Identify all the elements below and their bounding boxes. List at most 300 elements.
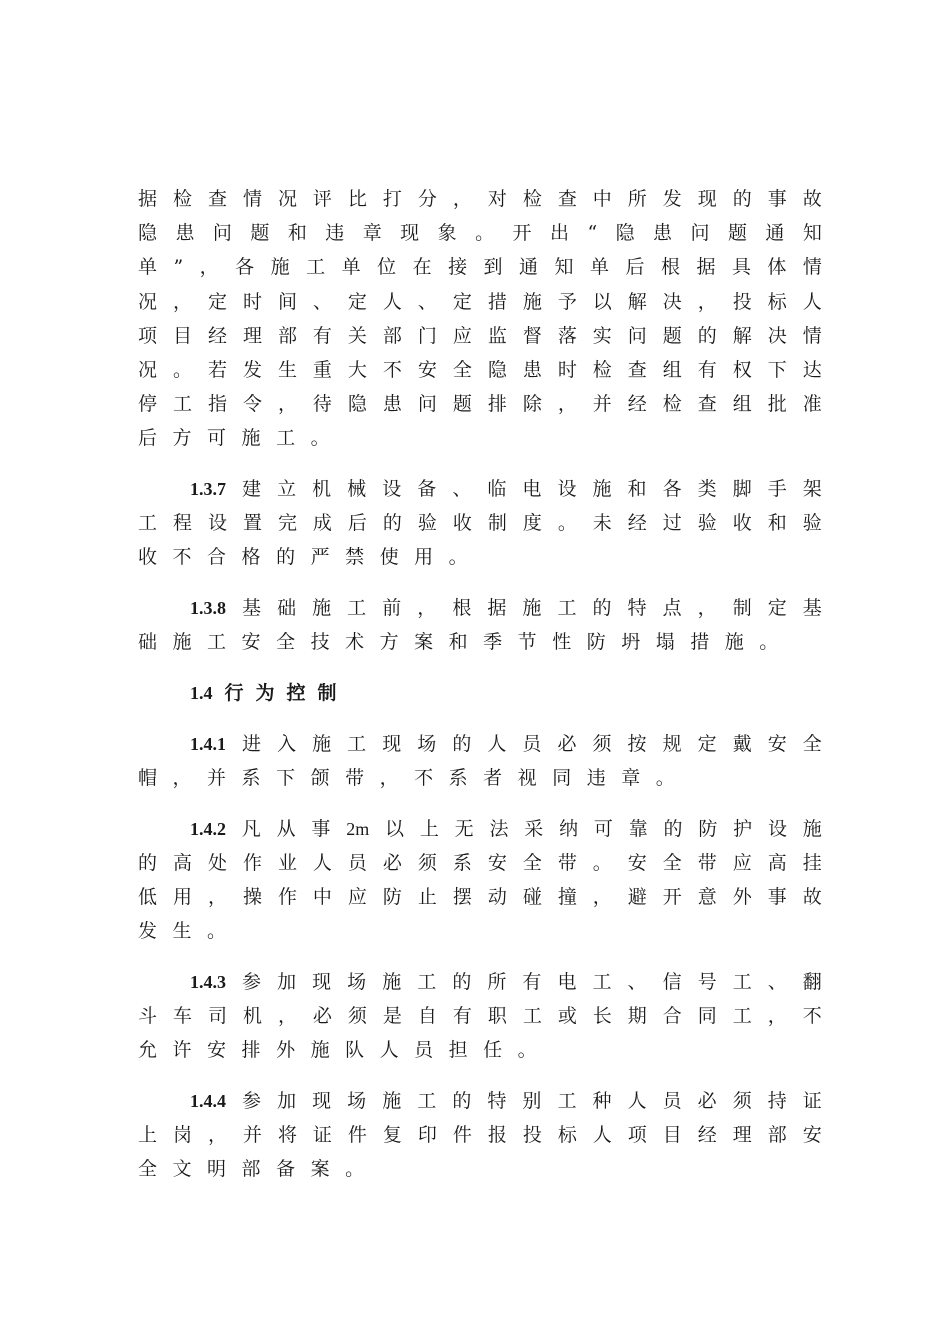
glyph: 临 [487, 478, 507, 500]
text-line [138, 1033, 822, 1067]
glyph: 查 [557, 188, 577, 210]
glyph: ， [592, 885, 612, 908]
glyph: 施 [312, 732, 332, 755]
glyph: 部 [277, 324, 297, 347]
glyph: 事 [311, 817, 331, 840]
text-line [138, 216, 822, 250]
text-line [138, 285, 822, 319]
glyph: 项 [138, 324, 158, 347]
section-title: 行为控制 [224, 681, 349, 704]
glyph: 点 [662, 597, 682, 620]
glyph: ， [697, 597, 717, 620]
glyph: 隐 [615, 222, 635, 245]
glyph: 碰 [522, 885, 542, 908]
glyph: 建 [242, 478, 262, 500]
glyph: 员 [662, 1089, 682, 1112]
glyph: 件 [347, 1124, 367, 1146]
glyph: 参 [242, 1089, 262, 1112]
glyph: ， [417, 597, 437, 620]
glyph: 并 [592, 393, 612, 416]
glyph: 措 [690, 631, 710, 654]
paragraph-p-1-3-6-cont [138, 182, 822, 456]
glyph: 情 [242, 188, 262, 210]
glyph: 收 [732, 512, 752, 535]
glyph: 现 [312, 1089, 332, 1112]
glyph: 生 [172, 920, 192, 943]
glyph: 者 [483, 766, 503, 789]
glyph: 有 [312, 324, 332, 347]
glyph: 标 [557, 1124, 577, 1146]
glyph: 参 [242, 970, 262, 993]
glyph: 采 [524, 817, 544, 840]
glyph: 员 [414, 1039, 434, 1062]
glyph: 章 [362, 222, 382, 245]
glyph: 比 [347, 188, 367, 210]
glyph: 防 [586, 631, 606, 654]
glyph: 评 [312, 188, 332, 210]
glyph: 人 [627, 1089, 647, 1112]
text-line [138, 880, 822, 914]
glyph: 、 [312, 290, 332, 313]
glyph: 各 [235, 256, 255, 279]
glyph: 后 [347, 512, 367, 535]
glyph: 故 [802, 885, 822, 908]
glyph: 从 [276, 817, 296, 840]
glyph: 司 [207, 1004, 227, 1027]
glyph: 位 [377, 256, 397, 279]
glyph: 全 [662, 851, 682, 874]
glyph: 收 [452, 512, 472, 535]
glyph: 定 [347, 290, 367, 313]
clause-number: 1.4.3 [190, 971, 226, 992]
glyph: 不 [414, 766, 434, 789]
glyph: 人 [382, 290, 402, 313]
glyph: 有 [452, 1004, 472, 1027]
glyph: 落 [557, 324, 577, 347]
glyph: 关 [347, 324, 367, 347]
glyph: 的 [732, 188, 752, 210]
glyph: 况 [138, 290, 158, 313]
glyph: 工 [522, 1004, 542, 1027]
glyph: 督 [522, 324, 542, 347]
glyph: “ [587, 222, 598, 245]
glyph: 设 [767, 817, 787, 840]
glyph: 性 [552, 631, 572, 654]
glyph: 可 [593, 817, 613, 840]
glyph: 应 [347, 885, 367, 908]
text-line [138, 846, 822, 880]
glyph: 证 [802, 1089, 822, 1112]
glyph: 安 [207, 1039, 227, 1062]
text-line [138, 625, 822, 659]
glyph: 况 [138, 358, 158, 381]
glyph: 据 [138, 188, 158, 210]
glyph: 制 [732, 597, 752, 620]
glyph: 基 [802, 597, 822, 620]
glyph: 础 [277, 597, 297, 620]
glyph: 2m [346, 818, 370, 839]
glyph: 允 [138, 1039, 158, 1062]
glyph: 类 [697, 478, 717, 500]
glyph: 过 [662, 512, 682, 535]
glyph: 题 [250, 222, 270, 245]
glyph: 隐 [487, 358, 507, 381]
glyph: 不 [172, 546, 192, 569]
glyph: 事 [767, 188, 787, 210]
text-line [138, 182, 822, 216]
text-line [138, 353, 822, 387]
glyph: 出 [549, 222, 569, 245]
glyph: 工 [276, 427, 296, 450]
glyph: 经 [627, 393, 647, 416]
glyph: 低 [138, 885, 158, 908]
glyph: 上 [419, 817, 439, 840]
text-line [138, 914, 822, 948]
text-line [138, 761, 822, 795]
text-line [138, 540, 822, 574]
glyph: 中 [592, 188, 612, 210]
glyph: 文 [172, 1158, 192, 1181]
glyph: 系 [452, 851, 472, 874]
glyph: 对 [487, 188, 507, 210]
glyph: 章 [621, 766, 641, 789]
glyph: 问 [690, 222, 710, 245]
glyph: 机 [242, 1004, 262, 1027]
glyph: 接 [448, 256, 468, 279]
glyph: 各 [662, 478, 682, 500]
glyph: 凡 [241, 817, 261, 840]
text-line [190, 591, 822, 625]
glyph: 工 [306, 256, 326, 279]
glyph: 解 [627, 290, 647, 313]
glyph: 达 [802, 358, 822, 381]
glyph: ， [172, 766, 192, 789]
glyph: 信 [662, 970, 682, 993]
glyph: 组 [732, 393, 752, 416]
glyph: 工 [732, 970, 752, 993]
glyph: 除 [522, 393, 542, 416]
glyph: 格 [241, 546, 261, 569]
text-line [190, 812, 822, 846]
glyph: 明 [207, 1158, 227, 1181]
glyph: 定 [697, 732, 717, 755]
glyph: 和 [287, 222, 307, 245]
glyph: 通 [519, 256, 539, 279]
glyph: 术 [345, 631, 365, 654]
glyph: 程 [172, 512, 192, 535]
glyph: 机 [312, 478, 332, 500]
glyph: 时 [242, 290, 262, 313]
glyph: 单 [138, 256, 158, 279]
glyph: 、 [417, 290, 437, 313]
glyph: 所 [627, 188, 647, 210]
glyph: 的 [452, 970, 472, 993]
clause-number: 1.4.4 [190, 1090, 226, 1111]
glyph: 带 [345, 766, 365, 789]
glyph: 发 [662, 188, 682, 210]
glyph: 须 [347, 1004, 367, 1027]
glyph: 帽 [138, 766, 158, 789]
glyph: 护 [733, 817, 753, 840]
glyph: 是 [382, 1004, 402, 1027]
glyph: 架 [802, 478, 822, 500]
glyph: 季 [483, 631, 503, 654]
glyph: 施 [802, 817, 822, 840]
glyph: 带 [697, 851, 717, 874]
paragraph-p-1-4-2 [138, 812, 822, 949]
glyph: 的 [452, 1089, 472, 1112]
glyph: 检 [592, 358, 612, 381]
glyph: 解 [732, 324, 752, 347]
glyph: 用 [172, 885, 192, 908]
glyph: 开 [512, 222, 532, 245]
glyph: 工 [557, 1089, 577, 1112]
document-page [138, 182, 822, 1203]
glyph: 工 [732, 1004, 752, 1027]
glyph: ， [557, 393, 577, 416]
glyph: 准 [802, 393, 822, 416]
glyph: 安 [417, 358, 437, 381]
glyph: 现 [382, 732, 402, 755]
glyph: 、 [767, 970, 787, 993]
text-line [190, 965, 822, 999]
glyph: 靠 [628, 817, 648, 840]
glyph: 的 [382, 512, 402, 535]
glyph: ， [379, 766, 399, 789]
glyph: 前 [382, 597, 402, 620]
text-line [190, 727, 822, 761]
glyph: 系 [241, 766, 261, 789]
glyph: 现 [312, 970, 332, 993]
glyph: 。 [759, 631, 779, 654]
glyph: 人 [312, 851, 332, 874]
glyph: 度 [522, 512, 542, 535]
glyph: 不 [802, 1004, 822, 1027]
glyph: 高 [172, 851, 192, 874]
glyph: 施 [382, 970, 402, 993]
glyph: 全 [802, 732, 822, 755]
glyph: 必 [312, 1004, 332, 1027]
glyph: 上 [138, 1124, 158, 1146]
text-line [190, 1084, 822, 1118]
glyph: 备 [417, 478, 437, 500]
glyph: 种 [592, 1089, 612, 1112]
glyph: 加 [277, 970, 297, 993]
glyph: 间 [277, 290, 297, 313]
glyph: 检 [172, 188, 192, 210]
glyph: 定 [452, 290, 472, 313]
glyph: 。 [172, 358, 192, 381]
glyph: 未 [592, 512, 612, 535]
glyph: 目 [172, 324, 192, 347]
glyph: ， [277, 393, 297, 416]
glyph: 施 [270, 256, 290, 279]
glyph: 。 [345, 1158, 365, 1181]
glyph: 施 [172, 631, 192, 654]
glyph: 并 [207, 766, 227, 789]
glyph: 况 [277, 188, 297, 210]
glyph: 纳 [559, 817, 579, 840]
glyph: 期 [627, 1004, 647, 1027]
glyph: 发 [242, 358, 262, 381]
glyph: 验 [417, 512, 437, 535]
glyph: 设 [207, 512, 227, 535]
glyph: 件 [452, 1124, 472, 1146]
glyph: 实 [592, 324, 612, 347]
glyph: 必 [382, 851, 402, 874]
glyph: 节 [517, 631, 537, 654]
paragraph-p-1-3-7 [138, 472, 822, 575]
glyph: 长 [592, 1004, 612, 1027]
glyph: 患 [382, 393, 402, 416]
glyph: 高 [767, 851, 787, 874]
glyph: 。 [557, 512, 577, 535]
glyph: 作 [242, 851, 262, 874]
glyph: 外 [732, 885, 752, 908]
glyph: 场 [417, 732, 437, 755]
glyph: 经 [627, 512, 647, 535]
glyph: 施 [724, 631, 744, 654]
glyph: 手 [767, 478, 787, 500]
glyph: 复 [382, 1124, 402, 1146]
glyph: 意 [697, 885, 717, 908]
glyph: 队 [345, 1039, 365, 1062]
glyph: 情 [802, 324, 822, 347]
glyph: 全 [138, 1158, 158, 1181]
glyph: 、 [452, 478, 472, 500]
glyph: 有 [522, 970, 542, 993]
glyph: 许 [172, 1039, 192, 1062]
glyph: 验 [697, 512, 717, 535]
glyph: 所 [487, 970, 507, 993]
section-heading [190, 676, 822, 710]
glyph: 戴 [732, 732, 752, 755]
glyph: 制 [487, 512, 507, 535]
glyph: 。 [475, 222, 495, 245]
glyph: 摆 [452, 885, 472, 908]
glyph: 电 [557, 970, 577, 993]
glyph: 患 [522, 358, 542, 381]
text-line [138, 319, 822, 353]
glyph: ， [207, 885, 227, 908]
glyph: 应 [732, 851, 752, 874]
glyph: 知 [554, 256, 574, 279]
glyph: 严 [310, 546, 330, 569]
glyph: 任 [483, 1039, 503, 1062]
glyph: 和 [627, 478, 647, 500]
glyph: 立 [277, 478, 297, 500]
glyph: 收 [138, 546, 158, 569]
glyph: 特 [487, 1089, 507, 1112]
glyph: 。 [310, 427, 330, 450]
glyph: 以 [592, 290, 612, 313]
text-line [138, 999, 822, 1033]
glyph: 患 [653, 222, 673, 245]
glyph: 完 [277, 512, 297, 535]
glyph: 防 [382, 885, 402, 908]
glyph: 设 [382, 478, 402, 500]
glyph: 加 [277, 1089, 297, 1112]
glyph: 须 [592, 732, 612, 755]
glyph: 工 [347, 597, 367, 620]
glyph: 现 [697, 188, 717, 210]
glyph: 系 [448, 766, 468, 789]
glyph: 的 [276, 546, 296, 569]
glyph: 电 [522, 478, 542, 500]
paragraph-p-1-4-1 [138, 727, 822, 795]
glyph: 决 [662, 290, 682, 313]
glyph: 根 [660, 256, 680, 279]
glyph: 操 [242, 885, 262, 908]
glyph: 下 [767, 358, 787, 381]
glyph: 的 [138, 851, 158, 874]
glyph: 斗 [138, 1004, 158, 1027]
glyph: 在 [412, 256, 432, 279]
glyph: 安 [627, 851, 647, 874]
glyph: 外 [276, 1039, 296, 1062]
glyph: 翻 [802, 970, 822, 993]
glyph: 象 [437, 222, 457, 245]
glyph: 具 [731, 256, 751, 279]
glyph: 报 [487, 1124, 507, 1146]
glyph: 查 [627, 358, 647, 381]
glyph: 案 [310, 1158, 330, 1181]
glyph: 安 [241, 631, 261, 654]
glyph: 使 [379, 546, 399, 569]
paragraph-p-1-4-4 [138, 1084, 822, 1187]
glyph: 通 [765, 222, 785, 245]
glyph: 违 [325, 222, 345, 245]
glyph: 证 [312, 1124, 332, 1146]
glyph: 目 [662, 1124, 682, 1146]
glyph: ” [173, 256, 184, 279]
glyph: 方 [172, 427, 192, 450]
glyph: 工 [207, 631, 227, 654]
glyph: 。 [655, 766, 675, 789]
glyph: 后 [625, 256, 645, 279]
glyph: 检 [662, 393, 682, 416]
glyph: 、 [627, 970, 647, 993]
glyph: 到 [483, 256, 503, 279]
glyph: 大 [347, 358, 367, 381]
glyph: 经 [697, 1124, 717, 1146]
glyph: 分 [417, 188, 437, 210]
glyph: 械 [347, 478, 367, 500]
glyph: 监 [487, 324, 507, 347]
glyph: 事 [767, 885, 787, 908]
glyph: 工 [172, 393, 192, 416]
glyph: 查 [207, 188, 227, 210]
glyph: 组 [662, 358, 682, 381]
glyph: 施 [310, 1039, 330, 1062]
glyph: 人 [379, 1039, 399, 1062]
glyph: 开 [662, 885, 682, 908]
glyph: 视 [517, 766, 537, 789]
glyph: 予 [557, 290, 577, 313]
glyph: 成 [312, 512, 332, 535]
glyph: 号 [697, 970, 717, 993]
text-line [138, 387, 822, 421]
text-line [138, 1152, 822, 1186]
text-line [138, 506, 822, 540]
glyph: 故 [802, 188, 822, 210]
glyph: ， [452, 188, 472, 210]
glyph: 投 [732, 290, 752, 313]
glyph: 部 [241, 1158, 261, 1181]
glyph: 单 [590, 256, 610, 279]
glyph: 坍 [621, 631, 641, 654]
glyph: 生 [277, 358, 297, 381]
